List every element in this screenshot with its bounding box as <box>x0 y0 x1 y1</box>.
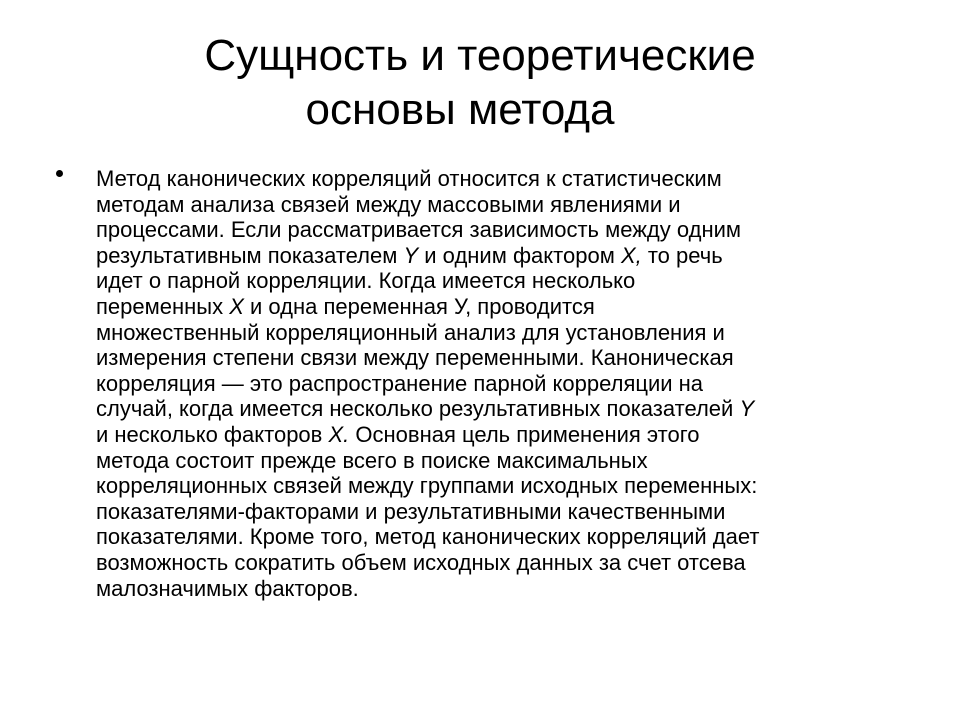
text-segment: измерения степени связи между переменными. Каноническая <box>96 345 734 371</box>
text-segment: возможность сократить объем исходных данных за счет отсева <box>96 549 746 575</box>
variable-symbol: X <box>229 293 244 319</box>
text-segment: корреляционных связей между группами исходных переменных: <box>96 473 758 499</box>
variable-symbol: Y <box>739 396 755 422</box>
bullet-text-line <box>96 294 916 320</box>
text-segment: методам анализа связей между массовыми явлениями и <box>96 191 681 217</box>
slide-title-line-1: Сущность и теоретические <box>204 31 756 80</box>
slide-title-line-2: основы метода <box>305 85 615 134</box>
bullet-text-line <box>96 396 916 422</box>
variable-symbol: Y <box>403 242 419 268</box>
bullet-text-line <box>96 524 916 550</box>
text-segment: переменных <box>96 293 230 319</box>
variable-symbol: X. <box>328 421 350 447</box>
bullet-text-line <box>96 550 916 576</box>
text-segment: малозначимых факторов. <box>96 575 359 601</box>
bullet-text-line <box>96 345 916 371</box>
text-segment: то речь <box>641 242 723 268</box>
bullet-text-line <box>96 217 916 243</box>
bullet-list <box>56 166 916 601</box>
text-segment: идет о парной корреляции. Когда имеется несколько <box>96 268 636 294</box>
slide-title <box>0 29 960 137</box>
text-segment: показателями. Кроме того, метод канонических корреляций дает <box>96 524 760 550</box>
text-segment: показателями-факторами и результативными качественными <box>96 498 726 524</box>
text-segment: и одна переменная У, проводится <box>243 293 595 319</box>
text-segment: и одним фактором <box>418 242 621 268</box>
text-segment: метода состоит прежде всего в поиске максимальных <box>96 447 648 473</box>
bullet-text-line <box>96 166 916 192</box>
bullet-text-line <box>96 473 916 499</box>
bullet-text-line <box>96 243 916 269</box>
text-segment: Метод канонических корреляций относится к статистическим <box>96 166 722 191</box>
bullet-text <box>96 166 916 601</box>
bullet-text-line <box>96 422 916 448</box>
bullet-text-line <box>96 499 916 525</box>
variable-symbol: X, <box>620 242 642 268</box>
text-segment: результативным показателем <box>96 242 404 268</box>
text-segment: множественный корреляционный анализ для установления и <box>96 319 725 345</box>
text-segment: процессами. Если рассматривается зависимость между одним <box>96 217 742 243</box>
text-segment: корреляция — это распространение парной корреляции на <box>96 370 704 396</box>
text-segment: Основная цель применения этого <box>349 421 700 447</box>
bullet-text-line <box>96 268 916 294</box>
text-segment: случай, когда имеется несколько результативных показателей <box>96 396 740 422</box>
bullet-dot-icon <box>56 170 63 177</box>
bullet-text-line <box>96 320 916 346</box>
bullet-text-line <box>96 576 916 602</box>
bullet-text-line <box>96 371 916 397</box>
text-segment: и несколько факторов <box>96 421 329 447</box>
bullet-text-line <box>96 448 916 474</box>
bullet-text-line <box>96 192 916 218</box>
bullet-item <box>56 166 916 601</box>
